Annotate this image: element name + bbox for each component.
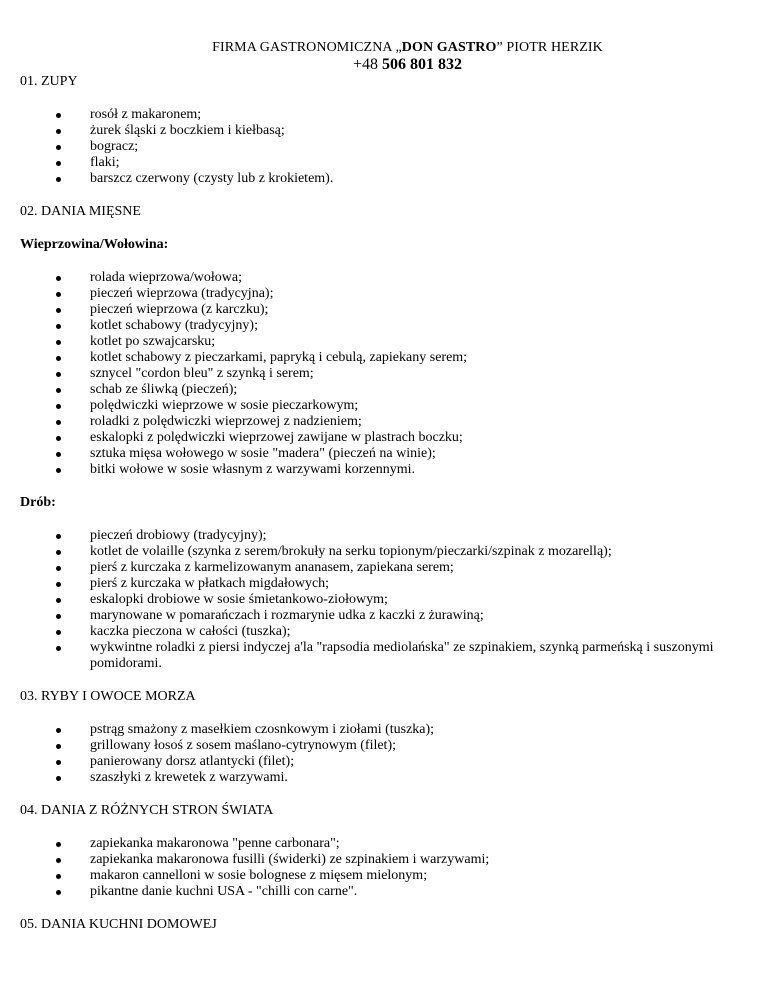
list-item: rolada wieprzowa/wołowa;: [20, 270, 750, 286]
phone-number: 506 801 832: [382, 56, 463, 73]
section-title-zupy: 01. ZUPY: [20, 74, 78, 89]
list-item: kotlet po szwajcarsku;: [20, 334, 750, 350]
list-wieprzowina: [20, 270, 750, 478]
list-item: flaki;: [20, 155, 750, 171]
list-item: kotlet schabowy (tradycyjny);: [20, 318, 750, 334]
company-name-suffix: ” PIOTR HERZIK: [496, 40, 603, 55]
list-item: makaron cannelloni w sosie bolognese z mięsem mielonym;: [20, 868, 750, 884]
list-ryby: [20, 722, 750, 786]
list-item: żurek śląski z boczkiem i kiełbasą;: [20, 123, 750, 139]
section-title-dania-miesne: 02. DANIA MIĘSNE: [20, 204, 141, 219]
list-item: sznycel "cordon bleu" z szynką i serem;: [20, 366, 750, 382]
list-item: grillowany łosoś z sosem maślano-cytrynowym (filet);: [20, 738, 750, 754]
list-item: eskalopki drobiowe w sosie śmietankowo-ziołowym;: [20, 592, 750, 608]
company-phone: [65, 56, 750, 74]
list-item: polędwiczki wieprzowe w sosie pieczarkowym;: [20, 398, 750, 414]
list-item: kaczka pieczona w całości (tuszka);: [20, 624, 750, 640]
list-item: sztuka mięsa wołowego w sosie "madera" (pieczeń na winie);: [20, 446, 750, 462]
list-item: rosół z makaronem;: [20, 107, 750, 123]
phone-prefix: +48: [352, 56, 383, 73]
list-item: bitki wołowe w sosie własnym z warzywami korzennymi.: [20, 462, 750, 478]
list-item: szaszłyki z krewetek z warzywami.: [20, 770, 750, 786]
section-title-swiat: 04. DANIA Z RÓŻNYCH STRON ŚWIATA: [20, 803, 274, 818]
section-title-kuchnia-domowa: 05. DANIA KUCHNI DOMOWEJ: [20, 917, 217, 932]
list-item: pieczeń wieprzowa (tradycyjna);: [20, 286, 750, 302]
list-item: marynowane w pomarańczach i rozmarynie udka z kaczki z żurawiną;: [20, 608, 750, 624]
list-item: eskalopki z polędwiczki wieprzowej zawijane w plastrach boczku;: [20, 430, 750, 446]
menu-document: [20, 40, 750, 933]
list-item: pieczeń drobiowy (tradycyjny);: [20, 528, 750, 544]
list-item: barszcz czerwony (czysty lub z krokietem).: [20, 171, 750, 187]
company-header: [65, 40, 750, 74]
section-title-ryby: 03. RYBY I OWOCE MORZA: [20, 689, 196, 704]
list-item: pierś z kurczaka z karmelizowanym ananasem, zapiekana serem;: [20, 560, 750, 576]
list-drob: [20, 528, 750, 672]
list-item: pierś z kurczaka w płatkach migdałowych;: [20, 576, 750, 592]
list-item: panierowany dorsz atlantycki (filet);: [20, 754, 750, 770]
company-name: [65, 40, 750, 56]
list-item: roladki z polędwiczki wieprzowej z nadzieniem;: [20, 414, 750, 430]
subsection-title-drob: Drób:: [20, 495, 56, 510]
subsection-title-wieprzowina: Wieprzowina/Wołowina:: [20, 237, 169, 252]
list-item: zapiekanka makaronowa "penne carbonara";: [20, 836, 750, 852]
list-swiat: [20, 836, 750, 900]
company-brand: DON GASTRO: [401, 40, 497, 55]
list-item: wykwintne roladki z piersi indyczej a'la "rapsodia mediolańska" ze szpinakiem, szynką parmeńską i suszonymi pomidorami.: [20, 640, 750, 672]
list-item: zapiekanka makaronowa fusilli (świderki) ze szpinakiem i warzywami;: [20, 852, 750, 868]
list-item: kotlet schabowy z pieczarkami, papryką i cebulą, zapiekany serem;: [20, 350, 750, 366]
list-zupy: [20, 107, 750, 187]
list-item: kotlet de volaille (szynka z serem/brokuły na serku topionym/pieczarki/szpinak z mozarellą);: [20, 544, 750, 560]
list-item: pstrąg smażony z masełkiem czosnkowym i ziołami (tuszka);: [20, 722, 750, 738]
company-name-prefix: FIRMA GASTRONOMICZNA „: [212, 40, 402, 55]
list-item: pieczeń wieprzowa (z karczku);: [20, 302, 750, 318]
list-item: bogracz;: [20, 139, 750, 155]
list-item: pikantne danie kuchni USA - "chilli con carne".: [20, 884, 750, 900]
list-item: schab ze śliwką (pieczeń);: [20, 382, 750, 398]
